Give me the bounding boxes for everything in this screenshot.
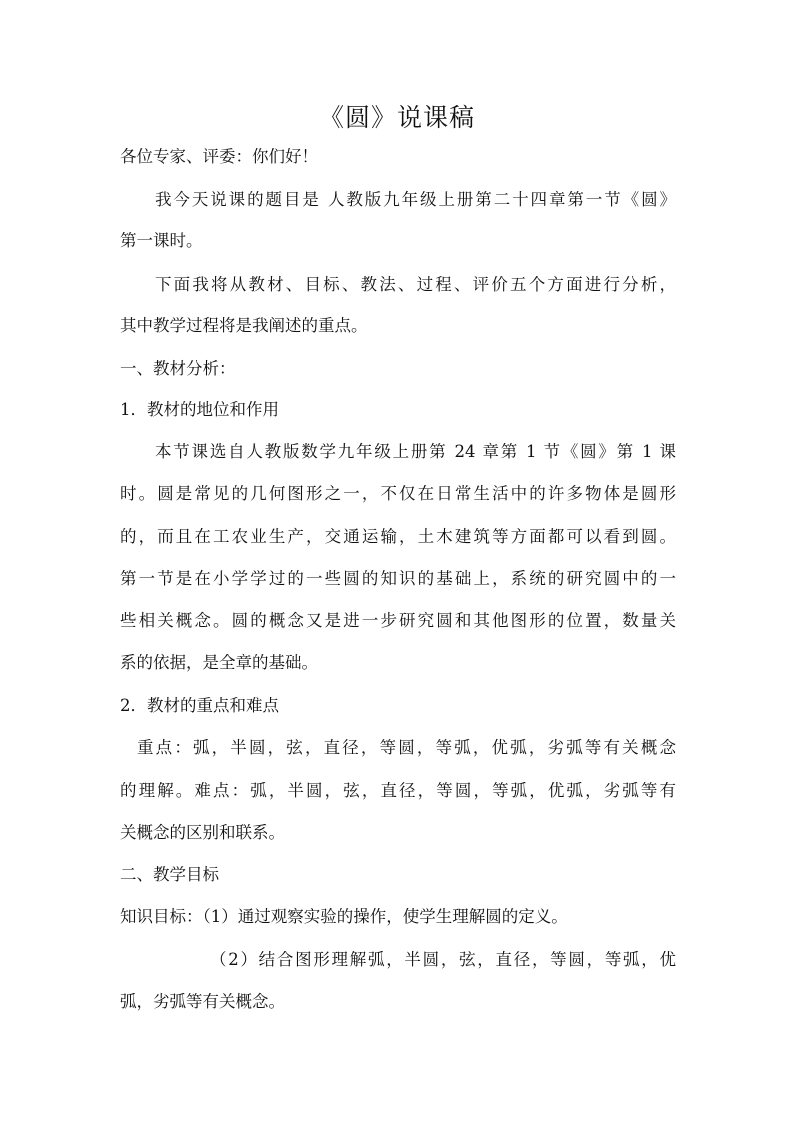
greeting-line: 各位专家、评委：你们好！ bbox=[120, 147, 318, 166]
paragraph-line: 的理解。难点：弧，半圆，弦，直径，等圆，等弧，优弧，劣弧等有 bbox=[120, 781, 676, 800]
paragraph-line: 我今天说课的题目是 人教版九年级上册第二十四章第一节《圆》 bbox=[155, 190, 676, 209]
paragraph-line: 下面我将从教材、目标、教法、过程、评价五个方面进行分析， bbox=[155, 275, 676, 294]
objective-line: （2）结合图形理解弧，半圆，弦，直径，等圆，等弧，优 bbox=[210, 950, 676, 969]
document-title: 《圆》说课稿 bbox=[318, 103, 475, 132]
paragraph-line: 些相关概念。圆的概念又是进一步研究圆和其他图形的位置，数量关 bbox=[120, 611, 676, 630]
paragraph-line: 的，而且在工农业生产，交通运输，土木建筑等方面都可以看到圆。 bbox=[120, 527, 676, 546]
paragraph-line: 第一节是在小学学过的一些圆的知识的基础上，系统的研究圆中的一 bbox=[120, 569, 676, 588]
objective-line: 知识目标：（1）通过观察实验的操作，使学生理解圆的定义。 bbox=[120, 907, 568, 926]
paragraph-line: 其中教学过程将是我阐述的重点。 bbox=[120, 316, 368, 335]
objective-line: 弧，劣弧等有关概念。 bbox=[120, 992, 285, 1011]
paragraph-line: 关概念的区别和联系。 bbox=[120, 823, 285, 842]
subsection-heading: 2．教材的重点和难点 bbox=[120, 696, 279, 715]
paragraph-line: 重点：弧，半圆，弦，直径，等圆，等弧，优弧，劣弧等有关概念 bbox=[137, 738, 676, 757]
section-heading: 二、教学目标 bbox=[120, 865, 219, 884]
paragraph-line: 第一课时。 bbox=[120, 231, 203, 250]
paragraph-line: 系的依据，是全章的基础。 bbox=[120, 653, 318, 672]
section-heading: 一、教材分析： bbox=[120, 359, 236, 378]
paragraph-line: 本节课选自人教版数学九年级上册第 24 章第 1 节《圆》第 1 课 bbox=[155, 442, 676, 461]
subsection-heading: 1．教材的地位和作用 bbox=[120, 400, 279, 419]
paragraph-line: 时。圆是常见的几何图形之一，不仅在日常生活中的许多物体是圆形 bbox=[120, 484, 676, 503]
